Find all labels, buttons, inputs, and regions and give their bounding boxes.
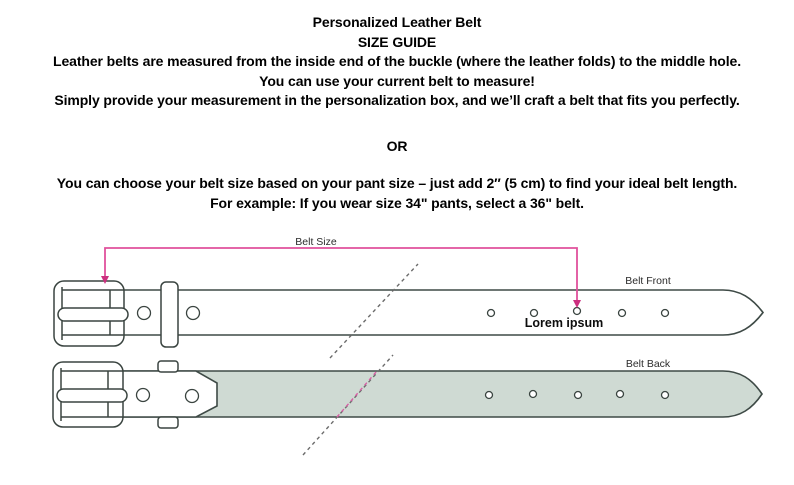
belt-back-buckle <box>53 362 127 427</box>
belt-front-keeper <box>161 282 178 347</box>
belt-front-buckle-prong <box>58 308 128 321</box>
page-subtitle: SIZE GUIDE <box>357 33 437 50</box>
page-title: Personalized Leather Belt <box>312 14 482 30</box>
belt-back-label: Belt Back <box>625 358 671 370</box>
belt-front-buckle <box>54 281 128 346</box>
belt-back-buckle-prong <box>57 389 127 402</box>
guide-line-current-belt: You can use your current belt to measure! <box>259 72 535 89</box>
middle-hole-label: Lorem ipsum <box>524 316 604 330</box>
guide-line-pant-size: You can choose your belt size based on your pant size – just add 2″ (5 cm) to find your ideal belt length. <box>56 175 738 191</box>
guide-line-measure: Leather belts are measured from the inside end of the buckle (where the leather folds) to the middle hole. <box>53 53 741 69</box>
or-separator: OR <box>386 137 408 154</box>
belt-front-diagram <box>54 275 763 347</box>
belt-size-label: Belt Size <box>295 236 337 248</box>
belt-back-diagram <box>53 358 762 428</box>
guide-line-example: For example: If you wear size 34" pants, select a 36" belt. <box>210 194 584 211</box>
belt-front-label: Belt Front <box>625 275 671 287</box>
guide-line-personalization: Simply provide your measurement in the personalization box, and we’ll craft a belt that fits you perfectly. <box>54 92 740 108</box>
